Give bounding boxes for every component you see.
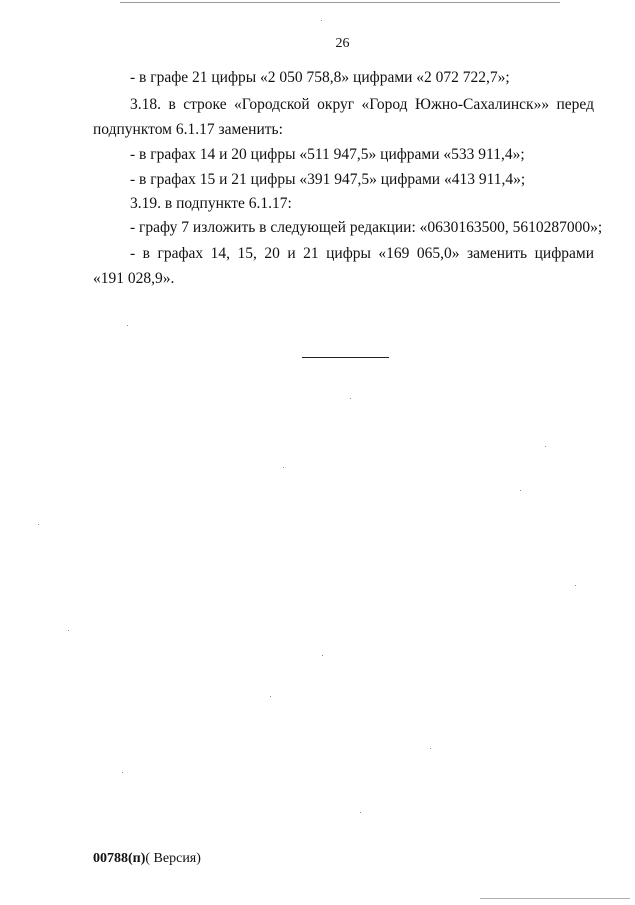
page-number: 26 [335, 36, 350, 51]
text-line: подпунктом 6.1.17 заменить: [93, 121, 283, 138]
scan-speck [360, 812, 361, 813]
text-line: - в графах 14, 15, 20 и 21 цифры «169 065,0» заменить цифрами [130, 245, 594, 262]
scan-speck [122, 772, 123, 773]
document-code-version: ( Версия) [145, 851, 201, 866]
scan-speck [283, 467, 284, 468]
text-line: - в графах 14 и 20 цифры «511 947,5» цифрами «533 911,4»; [130, 146, 525, 163]
scan-speck [270, 696, 271, 697]
scan-speck [545, 446, 546, 447]
scan-speck [322, 655, 323, 656]
scan-speck [575, 585, 576, 586]
document-code [93, 851, 201, 867]
text-line: 3.18. в строке «Городской округ «Город Южно-Сахалинск»» перед [130, 96, 594, 113]
text-line: 3.19. в подпункте 6.1.17: [130, 195, 292, 212]
document-code-number: 00788(п) [93, 851, 146, 866]
text-line: - графу 7 изложить в следующей редакции: «0630163500, 5610287000»; [130, 219, 603, 236]
text-line: «191 028,9». [93, 270, 175, 287]
separator-line [302, 357, 389, 358]
text-line: - в графе 21 цифры «2 050 758,8» цифрами «2 072 722,7»; [130, 69, 510, 86]
text-line: - в графах 15 и 21 цифры «391 947,5» цифрами «413 911,4»; [130, 171, 526, 188]
scan-edge-line [120, 2, 560, 3]
scan-edge-line [480, 898, 630, 899]
scan-speck [350, 398, 351, 399]
scan-speck [321, 20, 322, 21]
scan-speck [520, 490, 521, 491]
scan-speck [127, 325, 128, 326]
scan-speck [68, 630, 69, 631]
scan-speck [430, 748, 431, 749]
scan-speck [38, 524, 39, 525]
